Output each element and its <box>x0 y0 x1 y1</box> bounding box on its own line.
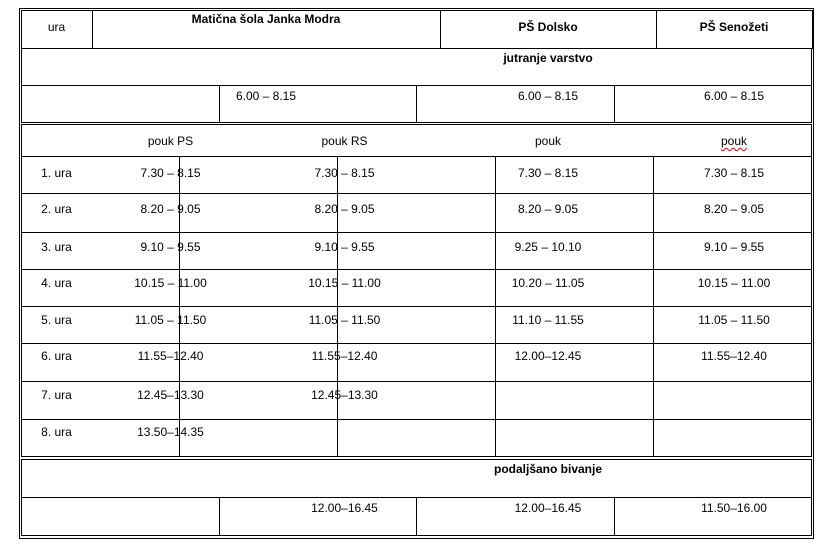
period-dolsko-time: 10.20 – 11.05 <box>511 276 585 290</box>
period-senozeti-time: 9.10 – 9.55 <box>703 240 765 254</box>
period-rs-time: 7.30 – 8.15 <box>314 166 375 180</box>
period-label: 6. ura <box>41 349 72 363</box>
period-rs-time: 12.45–13.30 <box>311 388 378 402</box>
podaljsano-title-cell <box>22 460 812 498</box>
jutranje-dolsko-time: 6.00 – 8.15 <box>517 89 579 103</box>
jutranje-title-cell <box>22 49 812 86</box>
period-dolsko-cell <box>496 419 654 456</box>
podaljsano-rs-time: 12.00–16.45 <box>311 501 378 515</box>
period-rs-time: 11.55–12.40 <box>311 349 378 363</box>
period-rs-time: 10.15 – 11.00 <box>308 276 381 290</box>
period-ps-time: 11.55–12.40 <box>137 349 204 363</box>
period-senozeti-cell <box>654 419 812 456</box>
podaljsano-dolsko-time: 12.00–16.45 <box>514 501 582 515</box>
pouk-rs-label: pouk RS <box>321 134 368 148</box>
period-dolsko-time: 11.10 – 11.55 <box>512 313 584 327</box>
period-senozeti-time: 10.15 – 11.00 <box>697 276 771 290</box>
period-dolsko-time: 9.25 – 10.10 <box>514 240 582 254</box>
period-label: 8. ura <box>41 425 72 439</box>
podaljsano-ura-cell <box>22 498 220 536</box>
period-ps-time: 11.05 – 11.50 <box>134 313 207 327</box>
period-ps-time: 7.30 – 8.15 <box>140 166 201 180</box>
period-ps-time: 10.15 – 11.00 <box>134 276 207 290</box>
period-dolsko-time: 12.00–12.45 <box>514 349 582 363</box>
period-senozeti-time: 11.55–12.40 <box>701 349 767 363</box>
period-dolsko-time: 8.20 – 9.05 <box>517 202 579 216</box>
period-label: 7. ura <box>41 388 72 402</box>
header-ura-label: ura <box>47 20 66 34</box>
pouk-ps-label: pouk PS <box>147 134 194 148</box>
period-dolsko-time: 7.30 – 8.15 <box>517 166 579 180</box>
period-ps-time: 8.20 – 9.05 <box>140 202 201 216</box>
header-matica-label: Matična šola Janka Modra <box>191 12 341 26</box>
period-senozeti-cell <box>654 381 812 419</box>
period-ps-time: 9.10 – 9.55 <box>140 240 201 254</box>
jutranje-title: jutranje varstvo <box>503 51 593 65</box>
podaljsano-senozeti-time: 11.50–16.00 <box>701 501 767 515</box>
jutranje-matica-time: 6.00 – 8.15 <box>235 89 297 103</box>
pouk-senozeti-text: pouk <box>720 134 748 148</box>
podaljsano-table <box>21 459 812 536</box>
period-ps-time: 12.45–13.30 <box>137 388 204 402</box>
period-senozeti-time: 7.30 – 8.15 <box>703 166 765 180</box>
period-rs-cell <box>338 419 496 456</box>
period-label: 1. ura <box>41 166 72 180</box>
period-rs-time: 11.05 – 11.50 <box>308 313 381 327</box>
header-dolsko-label: PŠ Dolsko <box>518 20 578 34</box>
period-label: 3. ura <box>41 240 72 254</box>
pouk-dolsko-label: pouk <box>534 134 562 148</box>
podaljsano-title: podaljšano bivanje <box>493 462 603 476</box>
period-rs-time: 8.20 – 9.05 <box>314 202 375 216</box>
header-senozeti-label: PŠ Senožeti <box>699 20 769 34</box>
period-senozeti-time: 8.20 – 9.05 <box>703 202 765 216</box>
period-label: 5. ura <box>41 313 72 327</box>
period-label: 2. ura <box>41 202 72 216</box>
jutranje-table <box>21 48 812 123</box>
period-dolsko-cell <box>496 381 654 419</box>
jutranje-senozeti-time: 6.00 – 8.15 <box>703 89 765 103</box>
period-label: 4. ura <box>41 276 72 290</box>
period-senozeti-time: 11.05 – 11.50 <box>698 313 770 327</box>
period-ps-time: 13.50–14.35 <box>137 425 204 439</box>
pouk-senozeti-label <box>656 134 812 148</box>
period-rs-time: 9.10 – 9.55 <box>314 240 375 254</box>
